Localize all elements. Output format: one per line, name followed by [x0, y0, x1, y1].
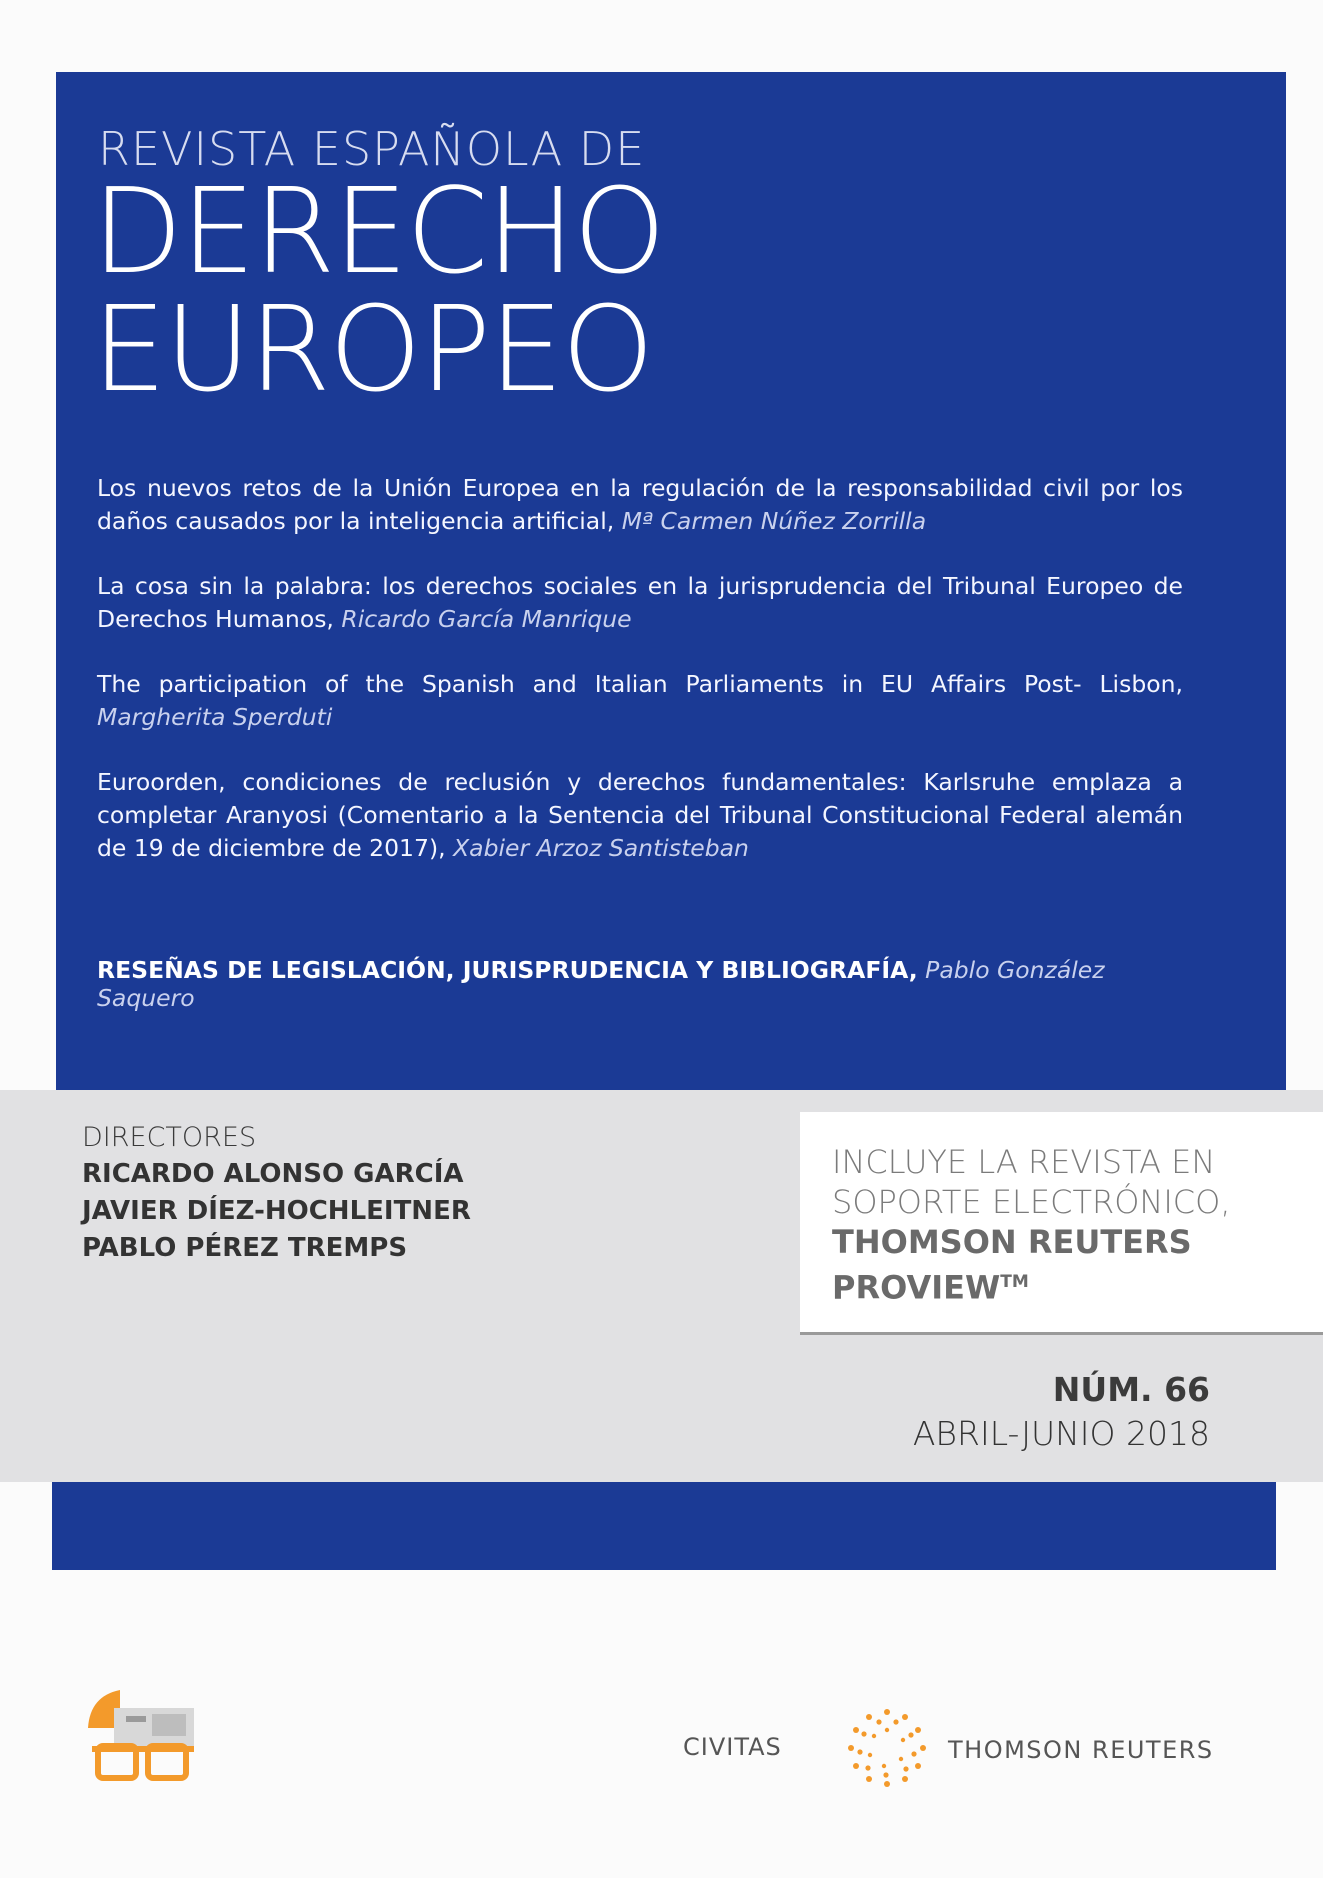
glasses-logo-icon — [86, 1688, 198, 1782]
proview-line2: SOPORTE ELECTRÓNICO, — [832, 1183, 1231, 1221]
article-title: Euroorden, condiciones de reclusión y derechos fundamentales: Karlsruhe emplaza a completar Aranyosi (Comentario a la Sentencia del Tribunal Constitucional Federal alemán de 19 de diciembre de 2017), — [97, 768, 1183, 862]
issue-number: NÚM. 66 — [1052, 1370, 1210, 1409]
article-author: Ricardo García Manrique — [341, 605, 632, 633]
proview-line1: INCLUYE LA REVISTA EN — [832, 1143, 1216, 1181]
reviews-title: RESEÑAS DE LEGISLACIÓN, JURISPRUDENCIA Y BIBLIOGRAFÍA, — [97, 956, 918, 984]
article-title: La cosa sin la palabra: los derechos sociales en la jurisprudencia del Tribunal Europeo de Derechos Humanos, — [97, 572, 1183, 633]
article-item — [97, 668, 1183, 734]
proview-box — [800, 1112, 1323, 1335]
civitas-imprint: CIVITAS — [683, 1733, 782, 1761]
issue-date: ABRIL-JUNIO 2018 — [912, 1414, 1210, 1453]
journal-title-line2: EUROPEO — [92, 280, 653, 418]
proview-line4 — [832, 1262, 1230, 1308]
article-author: Margherita Sperduti — [97, 703, 333, 731]
article-title: Los nuevos retos de la Unión Europea en la regulación de la responsabilidad civil por los daños causados por la inteligencia artificial, — [97, 474, 1183, 535]
article-title: The participation of the Spanish and Italian Parliaments in EU Affairs Post- Lisbon, — [97, 670, 1183, 698]
director-name: RICARDO ALONSO GARCÍA — [82, 1159, 464, 1189]
director-name: PABLO PÉREZ TREMPS — [82, 1233, 408, 1263]
article-author: Xabier Arzoz Santisteban — [453, 834, 749, 862]
article-list — [97, 472, 1183, 897]
proview-text — [832, 1142, 1230, 1308]
thomson-reuters-dots-icon — [845, 1706, 929, 1790]
proview-name: PROVIEW — [832, 1268, 1001, 1307]
director-name: JAVIER DÍEZ-HOCHLEITNER — [82, 1196, 471, 1226]
article-item — [97, 570, 1183, 636]
journal-title-line1: DERECHO — [92, 162, 664, 300]
directors-block — [82, 1120, 471, 1267]
journal-title — [92, 162, 664, 418]
trademark-mark: TM — [1000, 1272, 1029, 1292]
directors-label: DIRECTORES — [82, 1122, 257, 1153]
article-author: Mª Carmen Núñez Zorrilla — [621, 507, 927, 535]
article-item — [97, 766, 1183, 865]
proview-line3: THOMSON REUTERS — [832, 1223, 1192, 1261]
reviews-section — [97, 956, 1207, 1012]
article-item — [97, 472, 1183, 538]
cover-blue-strip — [52, 1482, 1276, 1570]
journal-pre-title: REVISTA ESPAÑOLA DE — [98, 122, 646, 176]
reviews-author: Pablo González Saquero — [97, 956, 1105, 1012]
thomson-reuters-wordmark: THOMSON REUTERS — [948, 1736, 1214, 1764]
